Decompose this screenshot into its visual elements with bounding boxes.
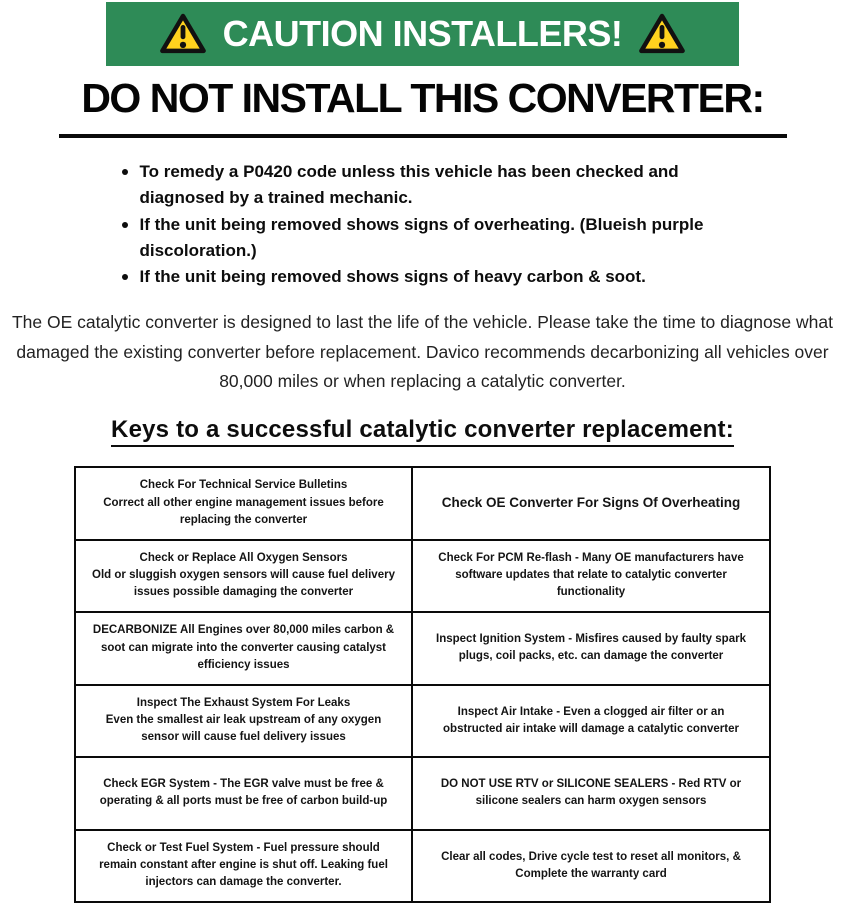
- cell-text: Inspect Ignition System - Misfires caused by faulty spark plugs, coil packs, etc. can damage the converter: [436, 633, 746, 663]
- cell-text: Inspect The Exhaust System For Leaks: [136, 696, 351, 709]
- table-cell: [412, 830, 770, 903]
- advisory-paragraph: The OE catalytic converter is designed to last the life of the vehicle. Please take the time to diagnose what damaged the existing converter before replacement. Davico recommends decarbonizing all vehicles over 80,000 miles or when replacing a catalytic converter.: [11, 311, 833, 392]
- keys-heading: [0, 416, 845, 447]
- table-row: [75, 830, 770, 903]
- page-title: DO NOT INSTALL THIS CONVERTER:: [81, 75, 764, 121]
- warning-triangle-icon: [159, 12, 207, 56]
- table-row: [75, 685, 770, 758]
- cell-text: Check OE Converter For Signs Of Overheating: [441, 495, 741, 511]
- table-cell: [412, 685, 770, 758]
- list-item: To remedy a P0420 code unless this vehicle has been checked and diagnosed by a trained mechanic.: [118, 159, 728, 212]
- table-cell: [412, 757, 770, 830]
- caution-banner-label: CAUTION INSTALLERS!: [222, 13, 623, 54]
- table-row: [75, 757, 770, 830]
- cell-text: Correct all other engine management issues before replacing the converter: [103, 496, 384, 526]
- table-row: [75, 540, 770, 613]
- cell-text: Check For PCM Re-flash - Many OE manufacturers have software updates that relate to catalytic converter functionality: [438, 551, 744, 599]
- table-row: [75, 612, 770, 685]
- table-cell: [412, 540, 770, 613]
- caution-banner: [106, 2, 739, 66]
- cell-text: Old or sluggish oxygen sensors will cause fuel delivery issues possible damaging the converter: [92, 569, 395, 599]
- table-cell: [412, 467, 770, 540]
- list-item: If the unit being removed shows signs of overheating. (Blueish purple discoloration.): [118, 212, 728, 265]
- table-cell: [75, 757, 412, 830]
- table-cell: [75, 540, 412, 613]
- table-row: [75, 467, 770, 540]
- keys-table: [74, 466, 771, 903]
- table-cell: [75, 830, 412, 903]
- table-cell: [75, 467, 412, 540]
- cell-text: Even the smallest air leak upstream of any oxygen sensor will cause fuel delivery issues: [105, 714, 382, 744]
- table-cell: [75, 612, 412, 685]
- list-item: If the unit being removed shows signs of heavy carbon & soot.: [118, 264, 728, 290]
- cell-text: Check EGR System - The EGR valve must be free & operating & all ports must be free of carbon build-up: [99, 778, 388, 808]
- cell-text: DECARBONIZE All Engines over 80,000 miles carbon & soot can migrate into the converter causing catalyst efficiency issues: [92, 624, 395, 671]
- warning-list: [118, 159, 728, 291]
- cell-text: Inspect Air Intake - Even a clogged air filter or an obstructed air intake will damage a catalytic converter: [443, 705, 739, 735]
- table-cell: [412, 612, 770, 685]
- keys-heading-text: Keys to a successful catalytic converter replacement:: [111, 416, 734, 447]
- cell-text: Check or Replace All Oxygen Sensors: [139, 551, 348, 564]
- divider-rule: [59, 134, 787, 138]
- cell-text: DO NOT USE RTV or SILICONE SEALERS - Red RTV or silicone sealers can harm oxygen sensors: [440, 778, 742, 808]
- cell-text: Check or Test Fuel System - Fuel pressure should remain constant after engine is shut off. Leaking fuel injectors can damage the converter.: [99, 841, 388, 889]
- cell-text: Check For Technical Service Bulletins: [139, 479, 348, 492]
- flyer-page: [0, 2, 845, 921]
- cell-text: Clear all codes, Drive cycle test to reset all monitors, & Complete the warranty card: [441, 850, 741, 880]
- table-cell: [75, 685, 412, 758]
- warning-triangle-icon: [638, 12, 686, 56]
